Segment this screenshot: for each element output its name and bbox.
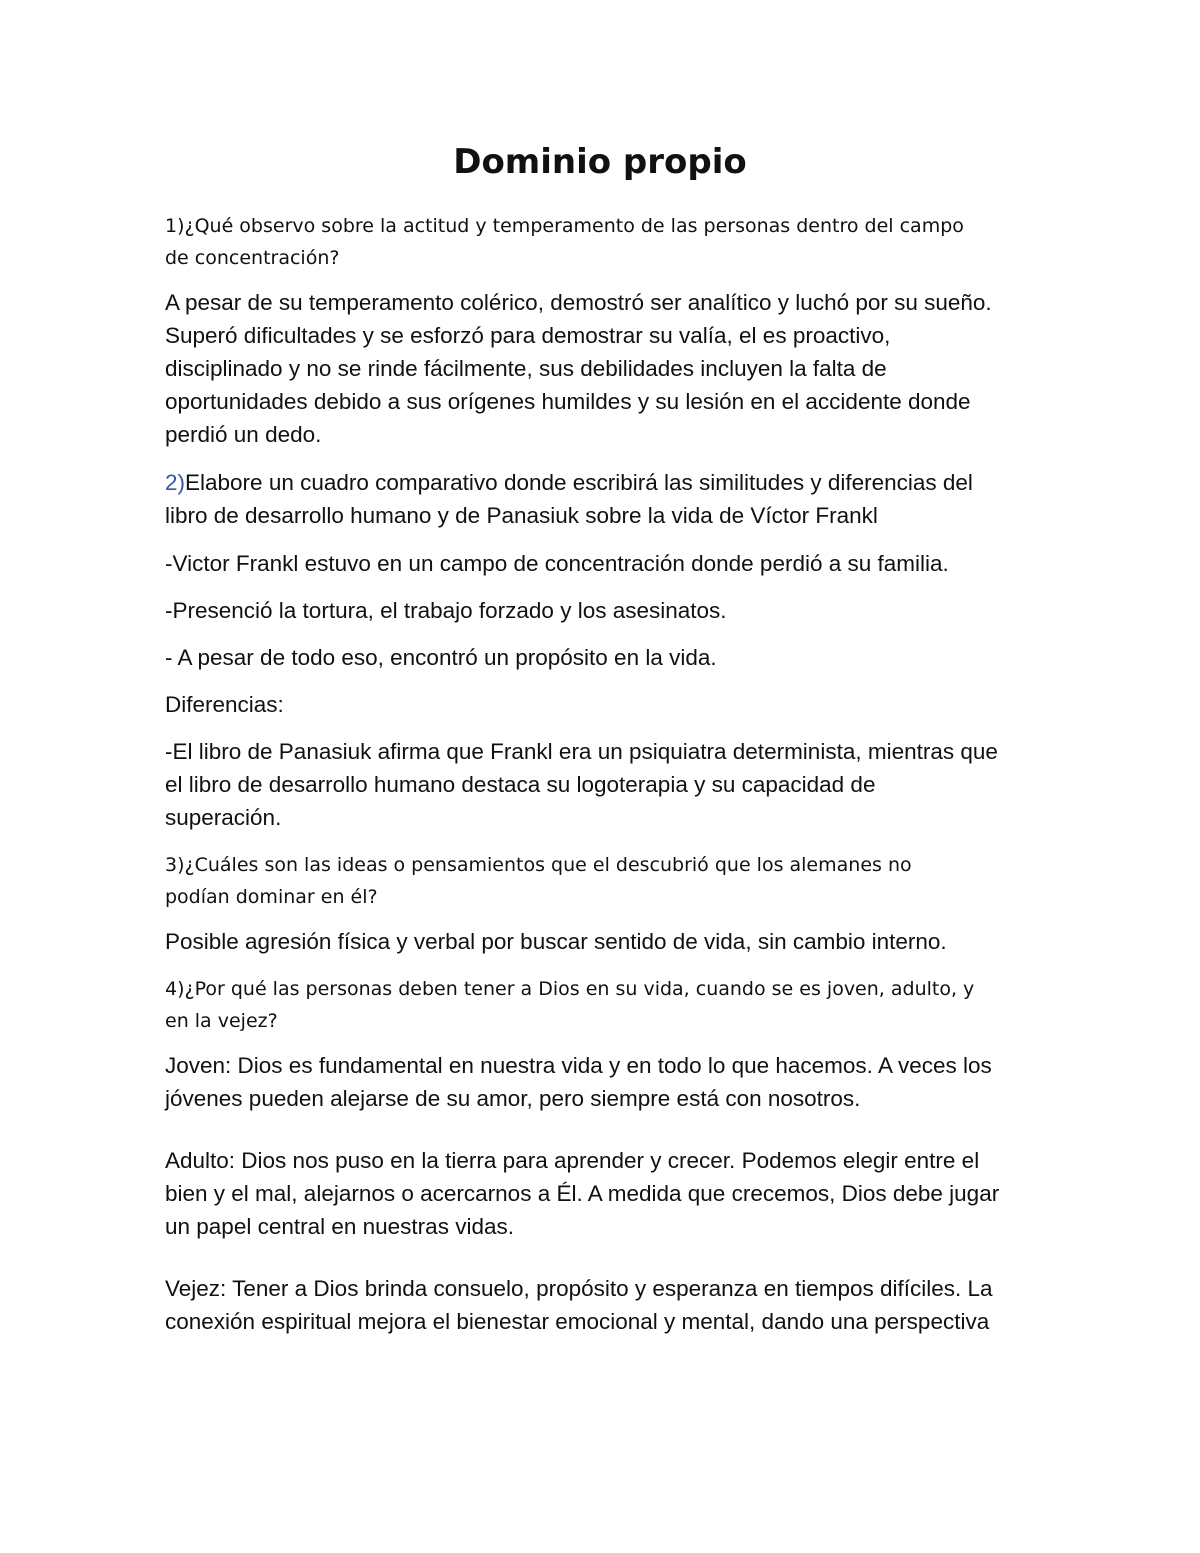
answer-4-joven (165, 1049, 1040, 1115)
question-2-number: 2) (165, 470, 186, 495)
answer-1-line: disciplinado y no se rinde fácilmente, sus debilidades incluyen la falta de (165, 356, 887, 381)
answer-4-adulto (165, 1144, 1040, 1243)
similarity-item: -Victor Frankl estuvo en un campo de concentración donde perdió a su familia. (165, 551, 949, 576)
answer-4-adulto-line: Adulto: Dios nos puso en la tierra para aprender y crecer. Podemos elegir entre el (165, 1148, 980, 1173)
answer-4-vejez-line: conexión espiritual mejora el bienestar emocional y mental, dando una perspectiva (165, 1309, 990, 1334)
difference-line: -El libro de Panasiuk afirma que Frankl era un psiquiatra determinista, mientras que (165, 739, 998, 764)
question-4-line: en la vejez? (165, 1010, 278, 1032)
difference-line: el libro de desarrollo humano destaca su logoterapia y su capacidad de (165, 772, 876, 797)
answer-3: Posible agresión física y verbal por buscar sentido de vida, sin cambio interno. (165, 929, 947, 954)
similarity-item: - A pesar de todo eso, encontró un propósito en la vida. (165, 645, 717, 670)
question-3 (165, 849, 1040, 913)
answer-4-vejez-line: Vejez: Tener a Dios brinda consuelo, propósito y esperanza en tiempos difíciles. La (165, 1276, 993, 1301)
answer-1-line: oportunidades debido a sus orígenes humildes y su lesión en el accidente donde (165, 389, 971, 414)
answer-4-adulto-line: bien y el mal, alejarnos o acercarnos a Él. A medida que crecemos, Dios debe jugar (165, 1181, 1000, 1206)
difference-item (165, 735, 1040, 834)
answer-4-vejez (165, 1272, 1040, 1338)
question-2-text: Elabore un cuadro comparativo donde escribirá las similitudes y diferencias del (185, 470, 973, 495)
blank-line (165, 1243, 1040, 1272)
document-body (165, 210, 1040, 1338)
question-1 (165, 210, 1040, 274)
question-2 (165, 466, 1040, 532)
question-1-line: de concentración? (165, 247, 340, 269)
answer-4-adulto-line: un papel central en nuestras vidas. (165, 1214, 514, 1239)
differences-heading: Diferencias: (165, 692, 284, 717)
question-3-line: 3)¿Cuáles son las ideas o pensamientos que el descubrió que los alemanes no (165, 854, 912, 876)
difference-line: superación. (165, 805, 282, 830)
question-3-line: podían dominar en él? (165, 886, 378, 908)
similarity-item: -Presenció la tortura, el trabajo forzado y los asesinatos. (165, 598, 727, 623)
question-1-line: 1)¿Qué observo sobre la actitud y temperamento de las personas dentro del campo (165, 215, 964, 237)
answer-1-line: A pesar de su temperamento colérico, demostró ser analítico y luchó por su sueño. (165, 290, 992, 315)
answer-4-joven-line: jóvenes pueden alejarse de su amor, pero siempre está con nosotros. (165, 1086, 861, 1111)
blank-line (165, 1115, 1040, 1144)
page-title: Dominio propio (453, 142, 747, 182)
answer-4-joven-line: Joven: Dios es fundamental en nuestra vida y en todo lo que hacemos. A veces los (165, 1053, 992, 1078)
question-2-line: libro de desarrollo humano y de Panasiuk sobre la vida de Víctor Frankl (165, 503, 878, 528)
question-4 (165, 973, 1040, 1037)
question-4-line: 4)¿Por qué las personas deben tener a Dios en su vida, cuando se es joven, adulto, y (165, 978, 975, 1000)
answer-1-line: perdió un dedo. (165, 422, 322, 447)
question-2-line (165, 466, 1040, 499)
answer-1-line: Superó dificultades y se esforzó para demostrar su valía, el es proactivo, (165, 323, 891, 348)
answer-1 (165, 286, 1040, 451)
